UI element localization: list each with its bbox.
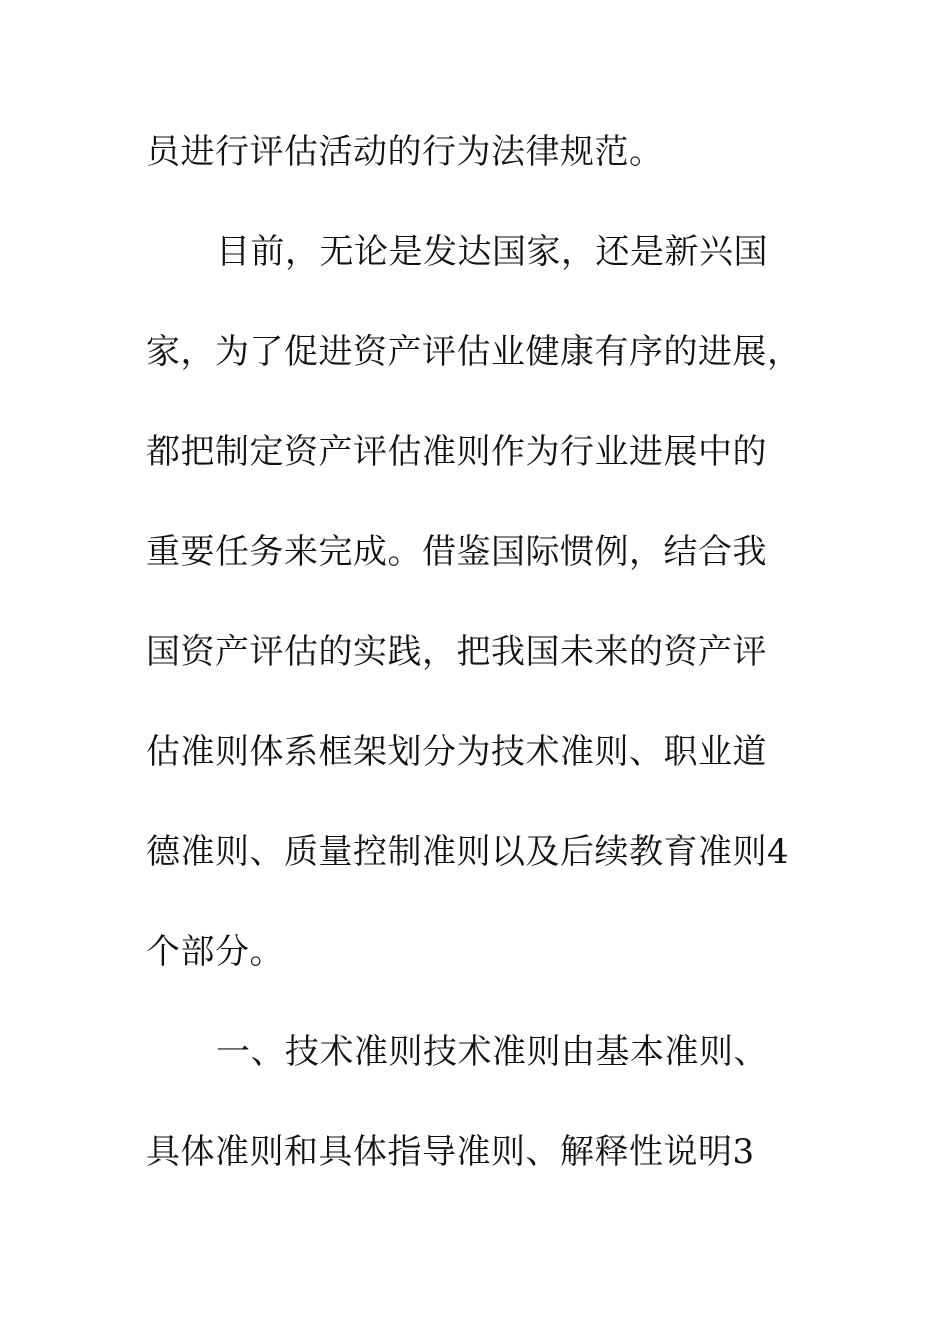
text-line-9: 个部分。 bbox=[146, 932, 284, 972]
text-line-3: 家，为了促进资产评估业健康有序的进展， bbox=[146, 332, 802, 372]
text-line-8: 德准则、质量控制准则以及后续教育准则4 bbox=[146, 832, 790, 872]
text-line-7: 估准则体系框架划分为技术准则、职业道 bbox=[146, 732, 767, 772]
text-line-6: 国资产评估的实践，把我国未来的资产评 bbox=[146, 632, 767, 672]
text-line-11: 具体准则和具体指导准则、解释性说明3 bbox=[146, 1132, 755, 1172]
text-line-2: 目前，无论是发达国家，还是新兴国 bbox=[216, 232, 768, 272]
text-line-5: 重要任务来完成。借鉴国际惯例，结合我 bbox=[146, 532, 767, 572]
text-line-1: 员进行评估活动的行为法律规范。 bbox=[146, 132, 664, 172]
text-line-4: 都把制定资产评估准则作为行业进展中的 bbox=[146, 432, 767, 472]
text-line-10: 一、技术准则技术准则由基本准则、 bbox=[216, 1032, 768, 1072]
